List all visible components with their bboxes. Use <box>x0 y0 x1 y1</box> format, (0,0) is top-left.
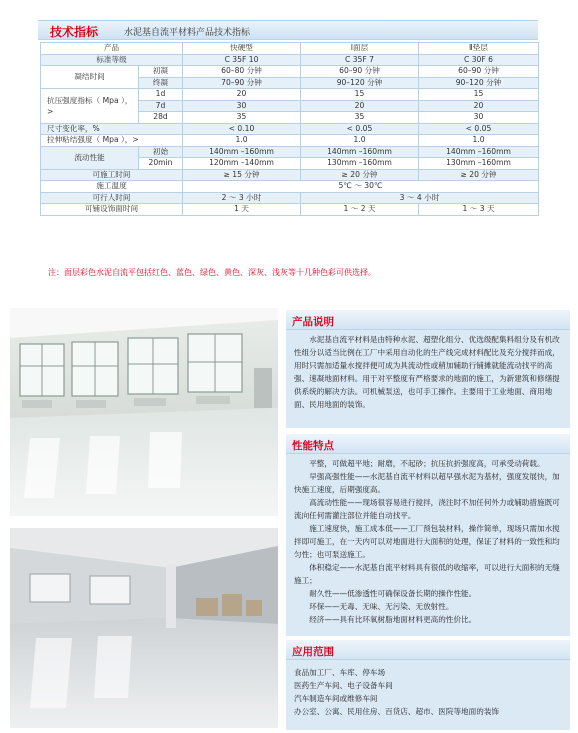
table-cell: 7d <box>139 100 183 112</box>
floor-photo-room-windows <box>10 308 278 516</box>
table-row-label: 可行人时间 <box>41 192 183 204</box>
table-row-label: 凝结时间 <box>41 66 139 89</box>
list-item: 高流动性能——现场很容易进行搅拌，浇注时不加任何外力或辅助措施既可流向任何需灌注部位并能自动找平。 <box>294 498 560 520</box>
table-cell: 90–120 分钟 <box>301 77 419 89</box>
table-cell: 20min <box>139 158 183 170</box>
list-item: 环保——无毒、无味、无污染、无放射性。 <box>309 602 454 611</box>
table-cell: 1 ～ 3 天 <box>419 204 539 216</box>
table-cell: 35 <box>301 112 419 124</box>
table-row <box>41 123 539 135</box>
table-row-label: 可铺设饰面时间 <box>41 204 183 216</box>
list-item: 汽车制造车间或维修车间 <box>294 694 378 703</box>
table-cell: 1 ～ 2 天 <box>301 204 419 216</box>
panel-body <box>286 330 570 414</box>
table-row <box>41 89 539 101</box>
table-cell: 20 <box>183 89 301 101</box>
panel-body <box>286 454 570 629</box>
table-cell: 1d <box>139 89 183 101</box>
table-cell: 30 <box>419 112 539 124</box>
table-cell: 70–90 分钟 <box>183 77 301 89</box>
applications-panel <box>286 640 570 730</box>
table-row <box>41 54 539 66</box>
table-cell: ≥ 15 分钟 <box>183 169 301 181</box>
table-cell: ≥ 20 分钟 <box>419 169 539 181</box>
list-item: 经济——具有比环氧树脂地面材料更高的性价比。 <box>309 615 477 624</box>
table-row <box>41 181 539 193</box>
list-item: 办公室、公寓、民用住房、百货店、超市、医院等地面的装饰 <box>294 707 500 716</box>
panel-header <box>286 640 570 660</box>
table-row <box>41 146 539 158</box>
strength-symbol: > <box>47 106 54 116</box>
panel-header <box>286 310 570 330</box>
table-cell: < 0.05 <box>419 123 539 135</box>
table-cell: 35 <box>183 112 301 124</box>
panel-body <box>286 660 570 721</box>
table-row-label: 尺寸变化率，% <box>41 123 183 135</box>
table-cell: 2 ～ 3 小时 <box>183 192 301 204</box>
list-item: 医药生产车间、电子设备车间 <box>294 681 393 690</box>
table-cell: C 35F 10 <box>183 54 301 66</box>
table-cell: 3 ～ 4 小时 <box>301 192 539 204</box>
table-cell: < 0.10 <box>183 123 301 135</box>
table-cell: 1.0 <box>183 135 301 147</box>
table-cell: 终凝 <box>139 77 183 89</box>
table-row <box>41 66 539 78</box>
table-cell: 初始 <box>139 146 183 158</box>
table-cell: ≥ 20 分钟 <box>301 169 419 181</box>
table-row-label <box>41 89 139 124</box>
table-row <box>41 169 539 181</box>
table-row-label: 拉伸粘结强度（ Mpa ），> <box>41 135 183 147</box>
table-cell: 140mm –160mm <box>183 146 301 158</box>
table-cell: Ⅰ面层 <box>301 43 419 55</box>
table-row-label: 流动性能 <box>41 146 139 169</box>
section-subtitle: 水泥基自流平材料产品技术指标 <box>124 28 251 38</box>
table-cell: 1.0 <box>419 135 539 147</box>
table-cell: 130mm –160mm <box>419 158 539 170</box>
panel-header <box>286 434 570 454</box>
list-item: 食品加工厂、车库、停车场 <box>294 668 386 677</box>
description-text: 水泥基自流平材料是由特种水泥、超塑化组分、优选级配集料组分及有机改性组分以适当比例在工厂中采用自动化的生产线完成材料配比及充分搅拌而成，用时只需加适量水搅拌便可成为具流动性或稍加辅助行铺摊就能流动找平的高强、速凝地面材料。用于对平整度有严格要求的地面的施工，为新建筑和修缮提供系统的解决方法。可机械泵送，也可手工操作。主要用于工业地面、商用地面、民用地面的装饰。 <box>294 335 560 409</box>
list-item: 平整，可做超平地；耐磨，不起砂；抗压抗折强度高，可承受动荷载。 <box>309 459 545 468</box>
table-cell: 1.0 <box>301 135 419 147</box>
table-cell: 初凝 <box>139 66 183 78</box>
table-cell: 5℃ ～ 30℃ <box>183 181 539 193</box>
table-cell: 标准等级 <box>41 54 183 66</box>
table-cell: 90–120 分钟 <box>419 77 539 89</box>
panel-title: 应用范围 <box>292 646 334 658</box>
color-note: 注：面层彩色水泥自流平包括红色、蓝色、绿色、黄色、深灰、浅灰等十几种色彩可供选择。 <box>48 268 376 277</box>
spec-table <box>40 42 539 216</box>
table-cell: 60–80 分钟 <box>183 66 301 78</box>
floor-photo-hall <box>10 528 278 728</box>
spec-header-bar <box>38 20 538 40</box>
product-description-panel <box>286 310 570 428</box>
table-cell: 20 <box>419 100 539 112</box>
list-item: 早强高强性能——水泥基自流平材料以超早强水泥为基材，强度发展快，加快施工速度，后期强度高。 <box>294 472 560 494</box>
table-cell: C 30F 6 <box>419 54 539 66</box>
features-panel <box>286 434 570 636</box>
table-cell: 15 <box>301 89 419 101</box>
table-cell: 140mm –160mm <box>419 146 539 158</box>
table-cell: 30 <box>183 100 301 112</box>
table-cell: < 0.05 <box>301 123 419 135</box>
table-cell: 130mm –160mm <box>301 158 419 170</box>
table-cell: 140mm –160mm <box>301 146 419 158</box>
panel-title: 性能特点 <box>292 440 334 452</box>
table-cell: 60–90 分钟 <box>419 66 539 78</box>
table-cell: Ⅱ垫层 <box>419 43 539 55</box>
table-cell: 产品 <box>41 43 183 55</box>
table-row-label: 施工温度 <box>41 181 183 193</box>
table-cell: C 35F 7 <box>301 54 419 66</box>
list-item: 体积稳定——水泥基自流平材料具有很低的收缩率，可以进行大面积的无缝施工； <box>294 563 560 585</box>
table-cell: 120mm –140mm <box>183 158 301 170</box>
table-cell: 60–90 分钟 <box>301 66 419 78</box>
table-cell: 1 天 <box>183 204 301 216</box>
table-cell: 20 <box>301 100 419 112</box>
strength-label: 抗压强度指标（ Mpa ）， <box>47 95 133 105</box>
panel-title: 产品说明 <box>292 316 334 328</box>
table-row <box>41 204 539 216</box>
table-header-row <box>41 43 539 55</box>
table-row <box>41 192 539 204</box>
table-row <box>41 135 539 147</box>
list-item: 耐久性——低渗透性可确保设备长期的操作性能。 <box>309 589 477 598</box>
table-row-label: 可施工时间 <box>41 169 183 181</box>
table-cell: 28d <box>139 112 183 124</box>
table-cell: 15 <box>419 89 539 101</box>
list-item: 施工速度快，施工成本低——工厂预包装材料，操作简单，现场只需加水搅拌即可施工，在一天内可以对地面进行大面积的处理，保证了材料的一致性和均匀性；也可泵送施工。 <box>294 524 560 559</box>
table-cell: 快硬型 <box>183 43 301 55</box>
section-title: 技术指标 <box>50 25 99 39</box>
